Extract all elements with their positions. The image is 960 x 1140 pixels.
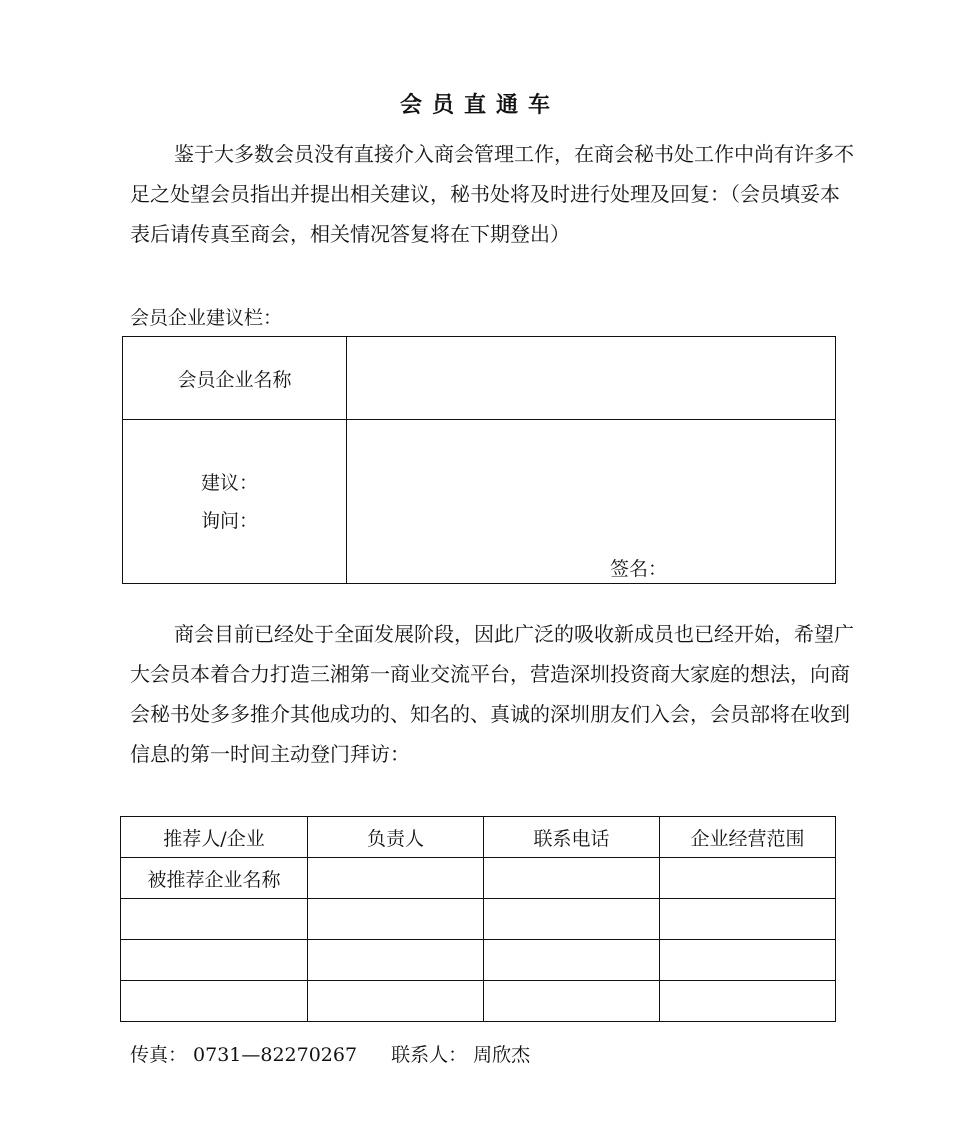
signature-label: 签名： — [609, 558, 667, 580]
contact-label: 联系人： — [391, 1044, 468, 1066]
referral-table — [120, 816, 836, 1022]
page-title: 会员直通车 — [399, 92, 560, 118]
footer-contact — [130, 1040, 530, 1067]
suggestion-section-label: 会员企业建议栏： — [130, 307, 283, 329]
table-cell[interactable] — [660, 981, 836, 1022]
table-cell: 被推荐企业名称 — [121, 858, 308, 899]
suggestion-label: 建议： — [201, 471, 259, 494]
table-cell[interactable] — [484, 858, 660, 899]
company-name-label: 会员企业名称 — [123, 337, 347, 420]
header-phone: 联系电话 — [484, 817, 660, 858]
inquiry-label: 询问： — [201, 509, 259, 532]
table-cell[interactable] — [308, 981, 484, 1022]
table-row — [121, 899, 836, 940]
table-cell[interactable] — [308, 858, 484, 899]
company-name-row — [123, 337, 836, 420]
table-cell[interactable] — [484, 899, 660, 940]
contact-name: 周欣杰 — [473, 1044, 531, 1066]
body-paragraph: 商会目前已经处于全面发展阶段，因此广泛的吸收新成员也已经开始，希望广大会员本着合力打造三湘第一商业交流平台，营造深圳投资商大家庭的想法，向商会秘书处多多推介其他成功的、知名的、真诚的深圳朋友们入会，会员部将在收到信息的第一时间主动登门拜访： — [130, 622, 854, 766]
table-cell[interactable] — [484, 940, 660, 981]
table-row — [121, 940, 836, 981]
table-row — [121, 858, 836, 899]
fax-number: 0731—82270267 — [193, 1044, 358, 1066]
header-business-scope: 企业经营范围 — [660, 817, 836, 858]
table-cell[interactable] — [121, 981, 308, 1022]
referral-header-row — [121, 817, 836, 858]
suggestion-field[interactable] — [347, 420, 836, 584]
intro-paragraph: 鉴于大多数会员没有直接介入商会管理工作，在商会秘书处工作中尚有许多不足之处望会员指出并提出相关建议，秘书处将及时进行处理及回复：（会员填妥本表后请传真至商会，相关情况答复将在下期登出） — [130, 142, 854, 246]
suggestion-labels — [123, 420, 347, 584]
company-name-field[interactable] — [347, 337, 836, 420]
fax-label: 传真： — [130, 1044, 188, 1066]
suggestion-row — [123, 420, 836, 584]
table-cell[interactable] — [121, 940, 308, 981]
table-cell[interactable] — [308, 899, 484, 940]
table-cell[interactable] — [308, 940, 484, 981]
table-cell[interactable] — [660, 940, 836, 981]
table-cell[interactable] — [484, 981, 660, 1022]
table-row — [121, 981, 836, 1022]
suggestion-form — [122, 336, 836, 584]
table-cell[interactable] — [121, 899, 308, 940]
table-cell[interactable] — [660, 899, 836, 940]
header-referrer: 推荐人/企业 — [121, 817, 308, 858]
table-cell[interactable] — [660, 858, 836, 899]
header-person-in-charge: 负责人 — [308, 817, 484, 858]
